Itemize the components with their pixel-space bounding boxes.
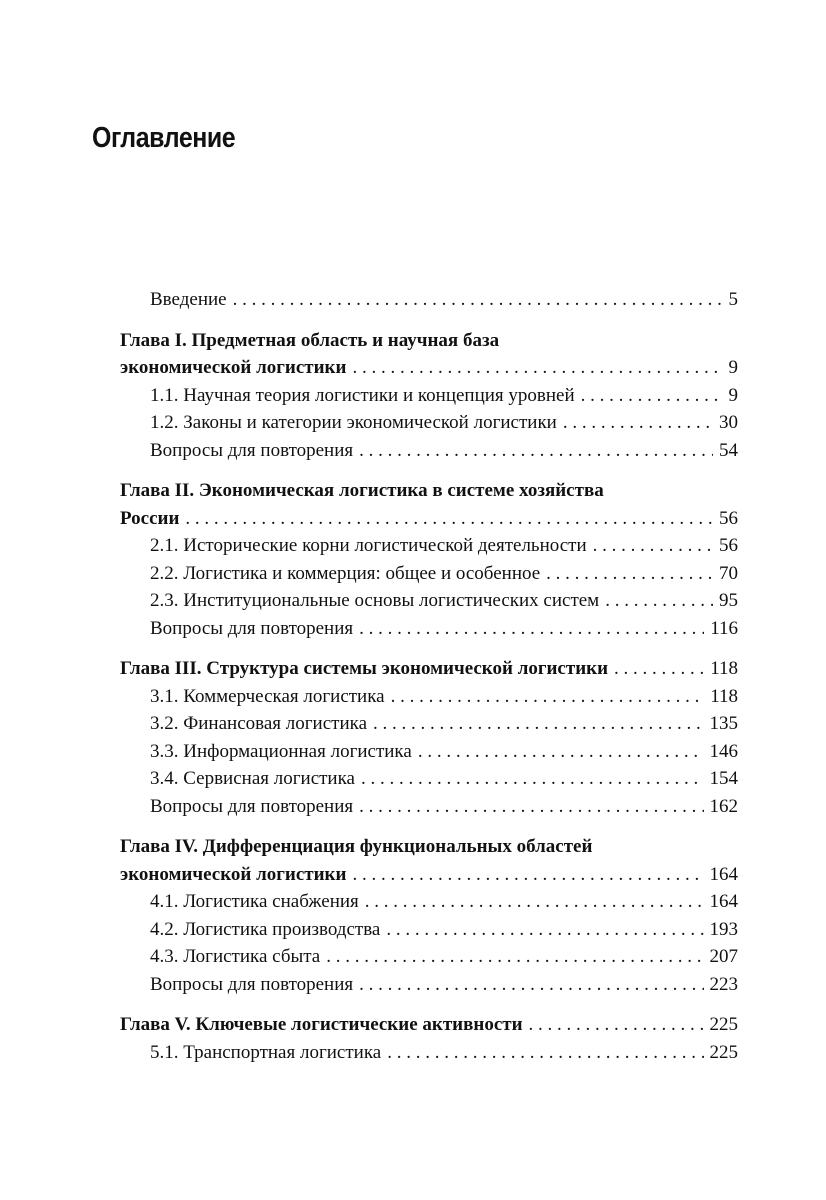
toc-section[interactable]	[120, 916, 738, 944]
toc-page-number: 95	[719, 590, 738, 611]
toc-entry-label: 3.4. Сервисная логистика	[150, 768, 355, 789]
toc-page-number: 225	[709, 1041, 738, 1063]
toc-entry-label: 4.1. Логистика снабжения	[150, 891, 359, 912]
toc-entry-label: 5.1. Транспортная логистика	[150, 1041, 382, 1063]
dot-leader	[581, 382, 723, 410]
toc-section[interactable]	[120, 765, 738, 793]
dot-leader	[361, 765, 704, 793]
toc-page-number: 56	[719, 507, 738, 529]
dot-leader	[359, 437, 713, 465]
toc-entry-label: Введение	[150, 289, 227, 310]
toc-page-number: 56	[719, 535, 738, 556]
toc-section[interactable]	[120, 437, 738, 465]
dot-leader	[326, 943, 703, 971]
dot-leader	[386, 916, 703, 944]
toc-entry-label: Вопросы для повторения	[150, 617, 354, 639]
dot-leader	[365, 888, 704, 916]
toc-page-number: 9	[728, 357, 738, 378]
dot-leader	[359, 615, 704, 643]
toc-page-number: 146	[709, 740, 738, 762]
page-title: Оглавление	[92, 122, 236, 154]
toc-entry-label: экономической логистики	[120, 357, 347, 378]
toc-page-number: 116	[710, 617, 738, 639]
toc-entry-label: 1.1. Научная теория логистики и концепция уровней	[150, 384, 575, 406]
toc-section[interactable]	[120, 532, 738, 560]
dot-leader	[529, 1011, 704, 1039]
toc-section[interactable]	[120, 1039, 738, 1067]
toc-page-number: 5	[728, 289, 738, 310]
toc-page-number: 193	[709, 918, 738, 940]
spacer	[120, 464, 738, 477]
toc-page-number: 135	[709, 713, 738, 734]
toc-page-number: 54	[719, 439, 738, 461]
toc-page-number: 225	[709, 1014, 738, 1035]
dot-leader	[593, 532, 713, 560]
dot-leader	[614, 655, 704, 683]
chapter-heading: Глава IV. Дифференциация функциональных областей	[120, 836, 593, 857]
toc-page-number: 223	[709, 973, 738, 995]
dot-leader	[352, 354, 722, 382]
dot-leader	[359, 793, 703, 821]
toc-entry-label: России	[120, 507, 180, 529]
toc-page-number: 118	[710, 658, 738, 679]
dot-leader	[391, 683, 705, 711]
spacer	[120, 998, 738, 1011]
toc-page-number: 70	[719, 562, 738, 584]
toc-page-number: 164	[709, 863, 738, 885]
table-of-contents	[120, 286, 738, 1066]
toc-entry-label: 3.1. Коммерческая логистика	[150, 685, 385, 707]
dot-leader	[387, 1039, 703, 1067]
toc-entry-label: 2.1. Исторические корни логистической деятельности	[150, 535, 587, 556]
toc-section[interactable]	[120, 683, 738, 711]
toc-entry-label: 3.2. Финансовая логистика	[150, 713, 367, 734]
toc-section[interactable]	[120, 382, 738, 410]
toc-section[interactable]	[120, 409, 738, 437]
toc-entry-label: 2.2. Логистика и коммерция: общее и особенное	[150, 562, 541, 584]
dot-leader	[352, 861, 703, 889]
toc-section[interactable]	[120, 710, 738, 738]
toc-entry-label: Вопросы для повторения	[150, 795, 354, 817]
toc-chapter-4[interactable]	[120, 861, 738, 889]
chapter-heading: Глава I. Предметная область и научная база	[120, 329, 500, 351]
toc-entry-label: 3.3. Информационная логистика	[150, 740, 412, 762]
toc-entry-label: экономической логистики	[120, 863, 347, 885]
toc-page-number: 9	[728, 384, 738, 406]
dot-leader	[359, 971, 703, 999]
dot-leader	[605, 587, 713, 615]
dot-leader	[563, 409, 713, 437]
toc-section[interactable]	[120, 560, 738, 588]
dot-leader	[233, 286, 723, 314]
toc-section[interactable]	[120, 793, 738, 821]
toc-section[interactable]	[120, 738, 738, 766]
toc-section[interactable]	[120, 888, 738, 916]
chapter-heading: Глава II. Экономическая логистика в системе хозяйства	[120, 480, 604, 501]
toc-chapter-1[interactable]	[120, 354, 738, 382]
spacer	[120, 314, 738, 327]
dot-leader	[185, 505, 713, 533]
toc-section[interactable]	[120, 971, 738, 999]
toc-entry-label: Глава III. Структура системы экономической логистики	[120, 658, 609, 679]
toc-page-number: 164	[709, 891, 738, 912]
toc-intro[interactable]	[120, 286, 738, 314]
toc-entry-label: 4.3. Логистика сбыта	[150, 946, 321, 967]
toc-chapter-3[interactable]	[120, 655, 738, 683]
toc-page-number: 30	[719, 412, 738, 433]
toc-entry-label: Глава V. Ключевые логистические активности	[120, 1014, 523, 1035]
toc-entry-label: Вопросы для повторения	[150, 439, 354, 461]
spacer	[120, 820, 738, 833]
toc-page-number: 162	[709, 795, 738, 817]
toc-section[interactable]	[120, 587, 738, 615]
toc-section[interactable]	[120, 943, 738, 971]
toc-entry-label: 4.2. Логистика производства	[150, 918, 381, 940]
toc-entry-label: 2.3. Институциональные основы логистических систем	[150, 590, 600, 611]
toc-page-number: 154	[709, 768, 738, 789]
toc-section[interactable]	[120, 615, 738, 643]
dot-leader	[546, 560, 713, 588]
toc-entry-label: 1.2. Законы и категории экономической логистики	[150, 412, 557, 433]
dot-leader	[373, 710, 704, 738]
toc-page-number: 207	[709, 946, 738, 967]
toc-chapter-2[interactable]	[120, 505, 738, 533]
dot-leader	[418, 738, 704, 766]
spacer	[120, 642, 738, 655]
toc-page-number: 118	[710, 685, 738, 707]
toc-chapter-5[interactable]	[120, 1011, 738, 1039]
toc-entry-label: Вопросы для повторения	[150, 973, 354, 995]
